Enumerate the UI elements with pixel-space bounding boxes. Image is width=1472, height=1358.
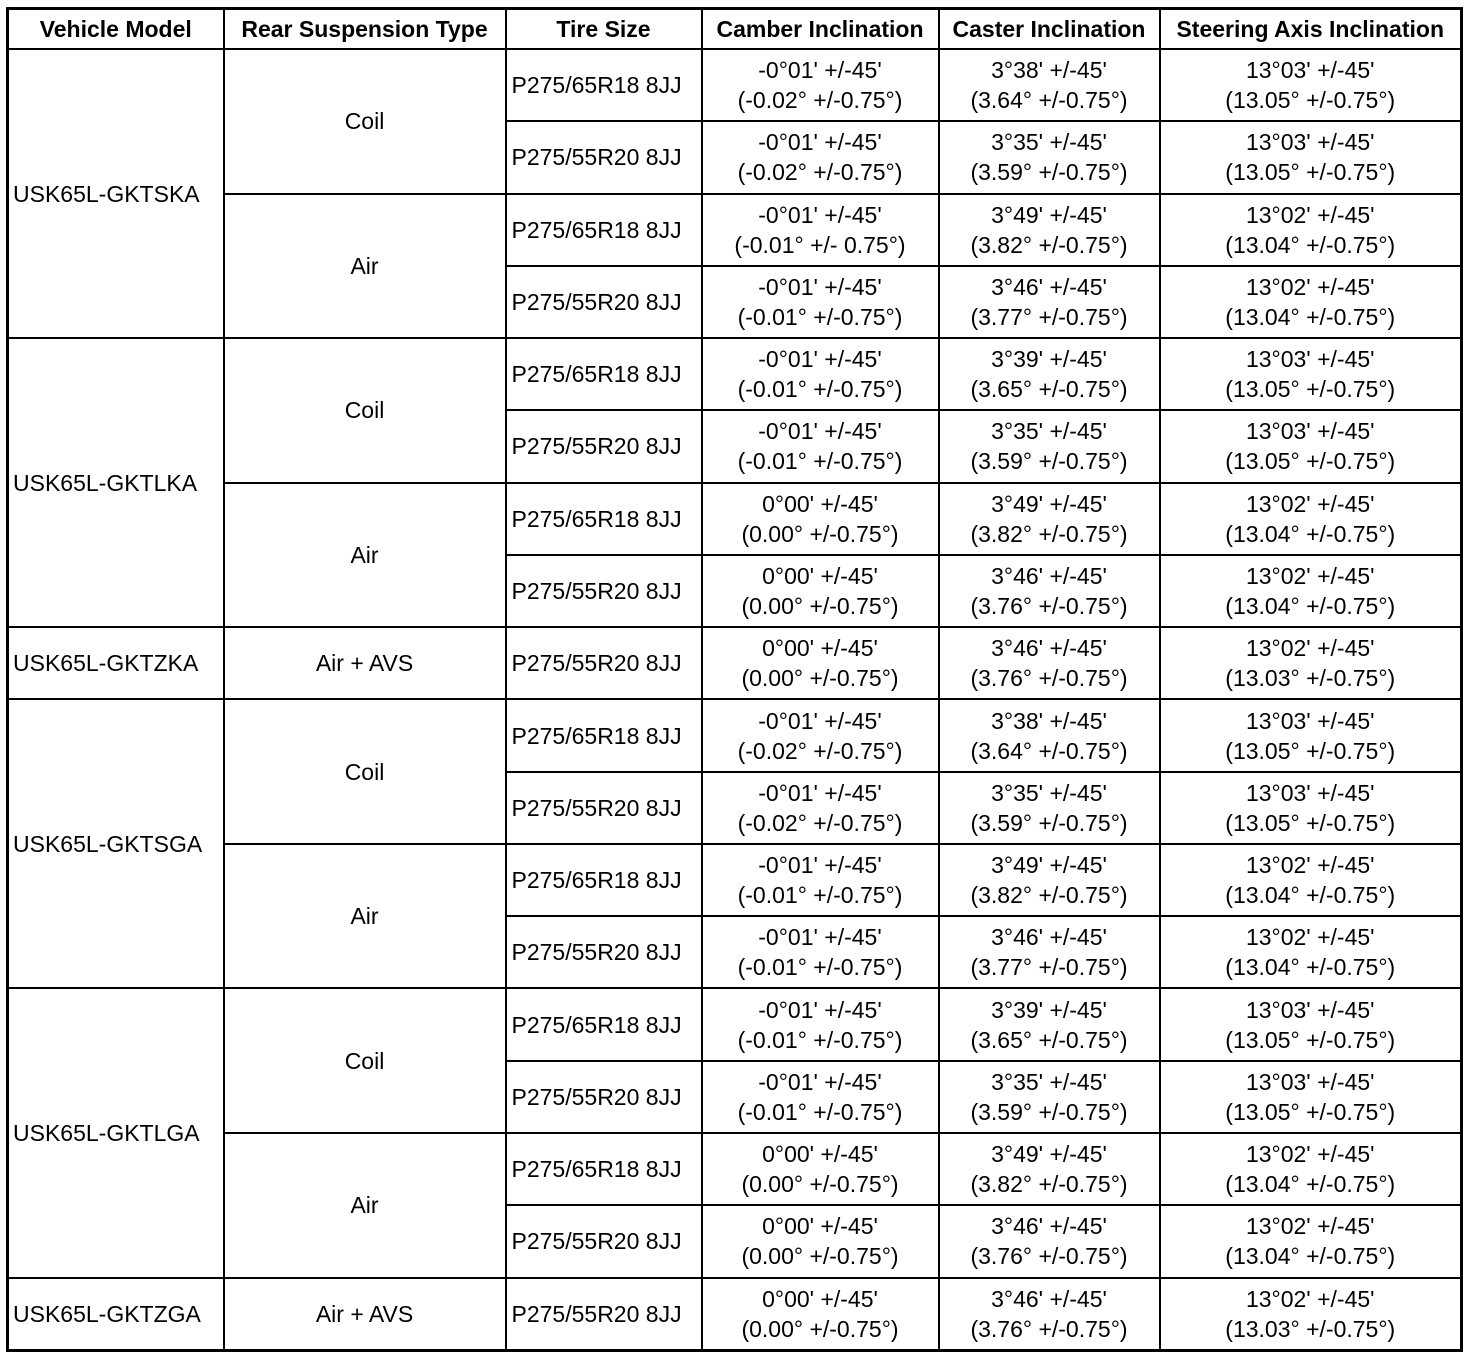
angle-degrees-value: (3.77° +/-0.75°) [970, 954, 1128, 981]
tire-size-cell: P275/65R18 8JJ [506, 49, 702, 121]
angle-degrees-value: (3.64° +/-0.75°) [970, 87, 1128, 114]
angle-degrees-value: (3.59° +/-0.75°) [970, 1098, 1128, 1125]
angle-degrees-value: (-0.02° +/-0.75°) [737, 159, 903, 186]
angle-minutes-value: 3°49' +/-45' [991, 852, 1107, 879]
tire-size-cell: P275/55R20 8JJ [506, 627, 702, 699]
steering-axis-inclination-cell [1160, 627, 1462, 699]
header-vehicle-model: Vehicle Model [8, 9, 224, 50]
angle-minutes-value: 3°46' +/-45' [991, 1213, 1107, 1240]
angle-minutes-value: 0°00' +/-45' [762, 490, 878, 517]
rear-suspension-cell: Air [224, 483, 506, 628]
angle-minutes-value: 3°46' +/-45' [991, 635, 1107, 662]
angle-minutes-value: 13°02' +/-45' [1245, 1285, 1375, 1312]
angle-minutes-value: 13°02' +/-45' [1245, 852, 1375, 879]
angle-minutes-value: -0°01' +/-45' [758, 707, 882, 734]
rear-suspension-cell: Air [224, 1133, 506, 1278]
angle-degrees-value: (3.59° +/-0.75°) [970, 809, 1128, 836]
angle-degrees-value: (-0.01° +/-0.75°) [737, 448, 903, 475]
angle-degrees-value: (-0.01° +/-0.75°) [737, 376, 903, 403]
angle-degrees-value: (3.76° +/-0.75°) [970, 1243, 1128, 1270]
angle-minutes-value: -0°01' +/-45' [758, 129, 882, 156]
angle-minutes-value: 13°03' +/-45' [1245, 779, 1375, 806]
angle-degrees-value: (3.82° +/-0.75°) [970, 882, 1128, 909]
angle-degrees-value: (0.00° +/-0.75°) [741, 665, 899, 692]
angle-degrees-value: (-0.01° +/-0.75°) [737, 882, 903, 909]
angle-minutes-value: 0°00' +/-45' [762, 1141, 878, 1168]
rear-suspension-cell: Air [224, 194, 506, 339]
steering-axis-inclination-cell [1160, 266, 1462, 338]
caster-inclination-cell [939, 1278, 1160, 1351]
tire-size-cell: P275/55R20 8JJ [506, 1278, 702, 1351]
angle-degrees-value: (3.64° +/-0.75°) [970, 737, 1128, 764]
vehicle-model-cell: USK65L-GKTZGA [8, 1278, 224, 1351]
angle-degrees-value: (13.05° +/-0.75°) [1225, 448, 1396, 475]
camber-inclination-cell [702, 483, 939, 555]
steering-axis-inclination-cell [1160, 555, 1462, 627]
tire-size-cell: P275/65R18 8JJ [506, 699, 702, 771]
rear-suspension-cell: Coil [224, 49, 506, 194]
angle-degrees-value: (13.05° +/-0.75°) [1225, 87, 1396, 114]
angle-degrees-value: (13.05° +/-0.75°) [1225, 809, 1396, 836]
steering-axis-inclination-cell [1160, 49, 1462, 121]
table-row [8, 49, 1462, 121]
steering-axis-inclination-cell [1160, 988, 1462, 1060]
angle-minutes-value: 13°02' +/-45' [1245, 562, 1375, 589]
angle-degrees-value: (0.00° +/-0.75°) [741, 1243, 899, 1270]
angle-minutes-value: 13°03' +/-45' [1245, 707, 1375, 734]
angle-degrees-value: (-0.02° +/-0.75°) [737, 737, 903, 764]
angle-minutes-value: 3°46' +/-45' [991, 924, 1107, 951]
angle-degrees-value: (3.82° +/-0.75°) [970, 520, 1128, 547]
tire-size-cell: P275/65R18 8JJ [506, 338, 702, 410]
steering-axis-inclination-cell [1160, 699, 1462, 771]
angle-minutes-value: 3°46' +/-45' [991, 562, 1107, 589]
camber-inclination-cell [702, 844, 939, 916]
angle-minutes-value: 3°46' +/-45' [991, 273, 1107, 300]
angle-degrees-value: (13.04° +/-0.75°) [1225, 231, 1396, 258]
camber-inclination-cell [702, 49, 939, 121]
table-row [8, 627, 1462, 699]
angle-degrees-value: (3.65° +/-0.75°) [970, 376, 1128, 403]
camber-inclination-cell [702, 194, 939, 266]
camber-inclination-cell [702, 410, 939, 482]
caster-inclination-cell [939, 844, 1160, 916]
rear-suspension-cell: Coil [224, 699, 506, 844]
angle-degrees-value: (13.05° +/-0.75°) [1225, 737, 1396, 764]
header-rear-suspension-type: Rear Suspension Type [224, 9, 506, 50]
steering-axis-inclination-cell [1160, 1278, 1462, 1351]
table-row [8, 1133, 1462, 1205]
camber-inclination-cell [702, 1061, 939, 1133]
caster-inclination-cell [939, 338, 1160, 410]
caster-inclination-cell [939, 699, 1160, 771]
angle-degrees-value: (13.04° +/-0.75°) [1225, 882, 1396, 909]
steering-axis-inclination-cell [1160, 483, 1462, 555]
angle-degrees-value: (-0.02° +/-0.75°) [737, 809, 903, 836]
table-header [8, 9, 1462, 50]
tire-size-cell: P275/65R18 8JJ [506, 483, 702, 555]
angle-degrees-value: (3.82° +/-0.75°) [970, 231, 1128, 258]
angle-degrees-value: (3.76° +/-0.75°) [970, 592, 1128, 619]
steering-axis-inclination-cell [1160, 1133, 1462, 1205]
tire-size-cell: P275/65R18 8JJ [506, 844, 702, 916]
camber-inclination-cell [702, 699, 939, 771]
angle-minutes-value: 3°35' +/-45' [991, 418, 1107, 445]
vehicle-model-cell: USK65L-GKTSKA [8, 49, 224, 338]
header-tire-size: Tire Size [506, 9, 702, 50]
tire-size-cell: P275/55R20 8JJ [506, 1061, 702, 1133]
angle-minutes-value: 13°02' +/-45' [1245, 201, 1375, 228]
caster-inclination-cell [939, 1061, 1160, 1133]
angle-degrees-value: (3.65° +/-0.75°) [970, 1026, 1128, 1053]
angle-degrees-value: (13.04° +/-0.75°) [1225, 592, 1396, 619]
steering-axis-inclination-cell [1160, 844, 1462, 916]
tire-size-cell: P275/55R20 8JJ [506, 1205, 702, 1277]
table-row [8, 483, 1462, 555]
angle-minutes-value: 13°03' +/-45' [1245, 346, 1375, 373]
angle-minutes-value: 0°00' +/-45' [762, 562, 878, 589]
angle-minutes-value: -0°01' +/-45' [758, 1068, 882, 1095]
caster-inclination-cell [939, 1205, 1160, 1277]
angle-minutes-value: 3°39' +/-45' [991, 996, 1107, 1023]
angle-degrees-value: (-0.01° +/-0.75°) [737, 1098, 903, 1125]
angle-degrees-value: (13.05° +/-0.75°) [1225, 1026, 1396, 1053]
camber-inclination-cell [702, 916, 939, 988]
table-row [8, 844, 1462, 916]
angle-degrees-value: (0.00° +/-0.75°) [741, 520, 899, 547]
angle-minutes-value: 3°35' +/-45' [991, 1068, 1107, 1095]
vehicle-model-cell: USK65L-GKTLGA [8, 988, 224, 1277]
angle-degrees-value: (3.77° +/-0.75°) [970, 303, 1128, 330]
angle-minutes-value: -0°01' +/-45' [758, 779, 882, 806]
camber-inclination-cell [702, 772, 939, 844]
camber-inclination-cell [702, 1133, 939, 1205]
alignment-spec-table [6, 7, 1463, 1352]
rear-suspension-cell: Air + AVS [224, 627, 506, 699]
angle-degrees-value: (0.00° +/-0.75°) [741, 1171, 899, 1198]
tire-size-cell: P275/65R18 8JJ [506, 1133, 702, 1205]
angle-minutes-value: 3°49' +/-45' [991, 201, 1107, 228]
angle-degrees-value: (13.04° +/-0.75°) [1225, 1171, 1396, 1198]
angle-degrees-value: (3.76° +/-0.75°) [970, 665, 1128, 692]
angle-degrees-value: (13.05° +/-0.75°) [1225, 376, 1396, 403]
angle-minutes-value: 13°02' +/-45' [1245, 1141, 1375, 1168]
angle-minutes-value: 3°38' +/-45' [991, 707, 1107, 734]
angle-minutes-value: -0°01' +/-45' [758, 346, 882, 373]
camber-inclination-cell [702, 1278, 939, 1351]
angle-degrees-value: (-0.01° +/- 0.75°) [734, 231, 906, 258]
table-row [8, 699, 1462, 771]
angle-minutes-value: 3°38' +/-45' [991, 57, 1107, 84]
angle-minutes-value: -0°01' +/-45' [758, 273, 882, 300]
angle-minutes-value: 13°02' +/-45' [1245, 635, 1375, 662]
header-camber-inclination: Camber Inclination [702, 9, 939, 50]
camber-inclination-cell [702, 988, 939, 1060]
steering-axis-inclination-cell [1160, 121, 1462, 193]
tire-size-cell: P275/55R20 8JJ [506, 555, 702, 627]
caster-inclination-cell [939, 916, 1160, 988]
angle-minutes-value: -0°01' +/-45' [758, 996, 882, 1023]
caster-inclination-cell [939, 410, 1160, 482]
angle-minutes-value: 3°39' +/-45' [991, 346, 1107, 373]
table-row [8, 194, 1462, 266]
table-body [8, 49, 1462, 1351]
caster-inclination-cell [939, 266, 1160, 338]
steering-axis-inclination-cell [1160, 194, 1462, 266]
angle-minutes-value: 3°46' +/-45' [991, 1285, 1107, 1312]
angle-degrees-value: (13.05° +/-0.75°) [1225, 159, 1396, 186]
tire-size-cell: P275/55R20 8JJ [506, 772, 702, 844]
angle-degrees-value: (13.04° +/-0.75°) [1225, 520, 1396, 547]
rear-suspension-cell: Air [224, 844, 506, 989]
angle-degrees-value: (3.59° +/-0.75°) [970, 159, 1128, 186]
caster-inclination-cell [939, 1133, 1160, 1205]
angle-degrees-value: (13.04° +/-0.75°) [1225, 1243, 1396, 1270]
angle-minutes-value: 3°35' +/-45' [991, 779, 1107, 806]
caster-inclination-cell [939, 483, 1160, 555]
angle-degrees-value: (-0.01° +/-0.75°) [737, 954, 903, 981]
angle-minutes-value: -0°01' +/-45' [758, 924, 882, 951]
angle-minutes-value: 13°03' +/-45' [1245, 1068, 1375, 1095]
angle-minutes-value: 13°03' +/-45' [1245, 57, 1375, 84]
steering-axis-inclination-cell [1160, 338, 1462, 410]
caster-inclination-cell [939, 555, 1160, 627]
camber-inclination-cell [702, 266, 939, 338]
vehicle-model-cell: USK65L-GKTZKA [8, 627, 224, 699]
angle-minutes-value: 13°03' +/-45' [1245, 996, 1375, 1023]
steering-axis-inclination-cell [1160, 1061, 1462, 1133]
angle-degrees-value: (13.03° +/-0.75°) [1225, 1315, 1396, 1342]
rear-suspension-cell: Coil [224, 338, 506, 483]
caster-inclination-cell [939, 49, 1160, 121]
angle-minutes-value: 0°00' +/-45' [762, 1285, 878, 1312]
angle-degrees-value: (-0.01° +/-0.75°) [737, 1026, 903, 1053]
table-row [8, 338, 1462, 410]
angle-minutes-value: -0°01' +/-45' [758, 57, 882, 84]
rear-suspension-cell: Coil [224, 988, 506, 1133]
angle-degrees-value: (3.82° +/-0.75°) [970, 1171, 1128, 1198]
vehicle-model-cell: USK65L-GKTSGA [8, 699, 224, 988]
angle-minutes-value: 13°02' +/-45' [1245, 490, 1375, 517]
tire-size-cell: P275/55R20 8JJ [506, 916, 702, 988]
table-row [8, 1278, 1462, 1351]
angle-minutes-value: 13°02' +/-45' [1245, 1213, 1375, 1240]
header-steering-axis-inclination: Steering Axis Inclination [1160, 9, 1462, 50]
angle-degrees-value: (0.00° +/-0.75°) [741, 1315, 899, 1342]
table-row [8, 988, 1462, 1060]
angle-minutes-value: 13°03' +/-45' [1245, 129, 1375, 156]
angle-minutes-value: 3°35' +/-45' [991, 129, 1107, 156]
angle-degrees-value: (13.04° +/-0.75°) [1225, 954, 1396, 981]
angle-minutes-value: -0°01' +/-45' [758, 418, 882, 445]
angle-degrees-value: (13.05° +/-0.75°) [1225, 1098, 1396, 1125]
camber-inclination-cell [702, 121, 939, 193]
tire-size-cell: P275/65R18 8JJ [506, 988, 702, 1060]
tire-size-cell: P275/55R20 8JJ [506, 121, 702, 193]
angle-degrees-value: (3.59° +/-0.75°) [970, 448, 1128, 475]
angle-minutes-value: 13°03' +/-45' [1245, 418, 1375, 445]
angle-minutes-value: 0°00' +/-45' [762, 635, 878, 662]
caster-inclination-cell [939, 772, 1160, 844]
rear-suspension-cell: Air + AVS [224, 1278, 506, 1351]
angle-minutes-value: 13°02' +/-45' [1245, 273, 1375, 300]
header-row [8, 9, 1462, 50]
angle-degrees-value: (3.76° +/-0.75°) [970, 1315, 1128, 1342]
angle-minutes-value: 0°00' +/-45' [762, 1213, 878, 1240]
angle-minutes-value: -0°01' +/-45' [758, 201, 882, 228]
camber-inclination-cell [702, 338, 939, 410]
angle-minutes-value: 13°02' +/-45' [1245, 924, 1375, 951]
vehicle-model-cell: USK65L-GKTLKA [8, 338, 224, 627]
caster-inclination-cell [939, 121, 1160, 193]
camber-inclination-cell [702, 1205, 939, 1277]
camber-inclination-cell [702, 627, 939, 699]
steering-axis-inclination-cell [1160, 916, 1462, 988]
tire-size-cell: P275/65R18 8JJ [506, 194, 702, 266]
angle-degrees-value: (0.00° +/-0.75°) [741, 592, 899, 619]
steering-axis-inclination-cell [1160, 410, 1462, 482]
angle-degrees-value: (-0.02° +/-0.75°) [737, 87, 903, 114]
caster-inclination-cell [939, 988, 1160, 1060]
tire-size-cell: P275/55R20 8JJ [506, 410, 702, 482]
caster-inclination-cell [939, 627, 1160, 699]
camber-inclination-cell [702, 555, 939, 627]
angle-degrees-value: (13.04° +/-0.75°) [1225, 303, 1396, 330]
header-caster-inclination: Caster Inclination [939, 9, 1160, 50]
angle-minutes-value: 3°49' +/-45' [991, 1141, 1107, 1168]
steering-axis-inclination-cell [1160, 1205, 1462, 1277]
angle-degrees-value: (13.03° +/-0.75°) [1225, 665, 1396, 692]
angle-minutes-value: -0°01' +/-45' [758, 852, 882, 879]
steering-axis-inclination-cell [1160, 772, 1462, 844]
angle-degrees-value: (-0.01° +/-0.75°) [737, 303, 903, 330]
tire-size-cell: P275/55R20 8JJ [506, 266, 702, 338]
caster-inclination-cell [939, 194, 1160, 266]
angle-minutes-value: 3°49' +/-45' [991, 490, 1107, 517]
